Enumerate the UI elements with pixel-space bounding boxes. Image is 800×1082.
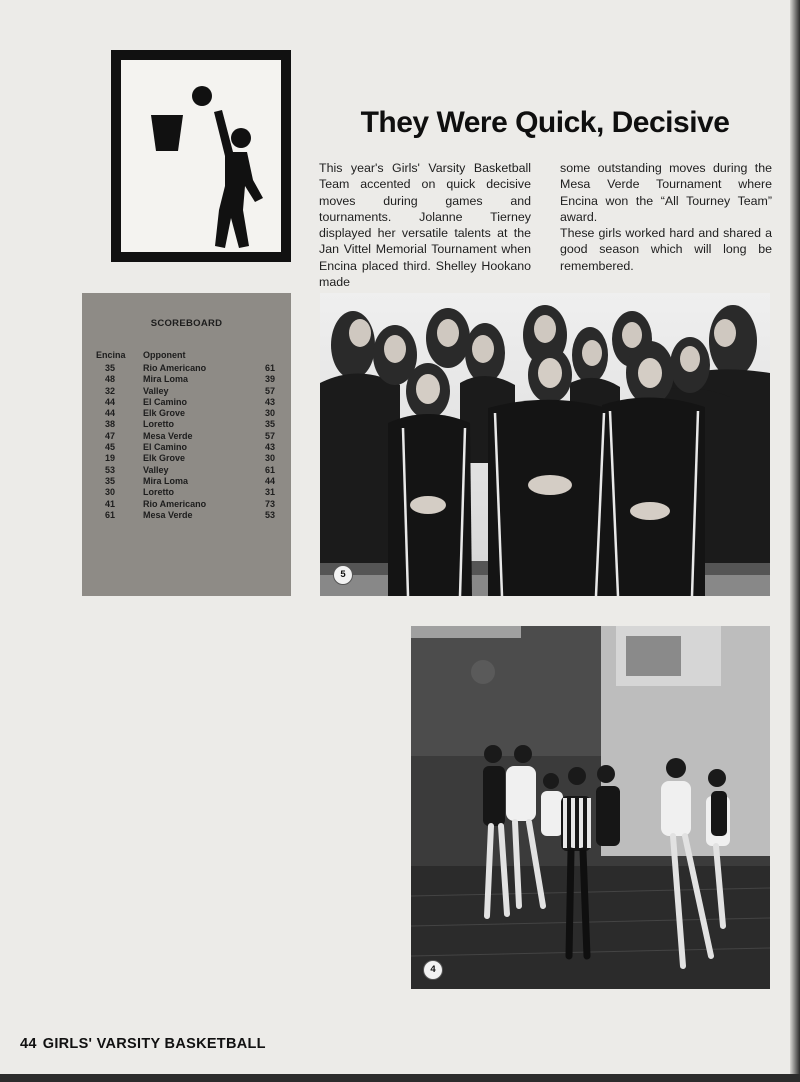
opponent-name: Mesa Verde [143,509,193,520]
scoreboard-row [82,487,291,498]
opponent-name: Elk Grove [143,453,186,464]
opponent-score: 30 [264,453,275,464]
opponent-name: Valley [143,385,169,396]
opponent-score: 39 [264,374,275,385]
scoreboard-row [82,431,291,442]
opponent-name: Mesa Verde [143,430,193,441]
encina-score: 30 [104,487,115,498]
scoreboard-rows [82,363,291,521]
encina-score: 61 [104,509,115,520]
scoreboard-row [82,465,291,476]
header-opponent: Opponent [143,350,186,360]
photo-number: 4 [423,960,443,980]
encina-score: 32 [104,385,115,396]
scoreboard-row [82,386,291,397]
encina-score: 44 [104,396,115,407]
opponent-name: El Camino [143,442,188,453]
encina-score: 44 [104,408,115,419]
opponent-score: 31 [264,487,275,498]
encina-score: 47 [104,430,115,441]
opponent-score: 44 [264,475,275,486]
encina-score: 35 [104,363,115,373]
opponent-name: Loretto [143,487,174,498]
encina-score: 35 [104,475,115,486]
scoreboard-row [82,408,291,419]
encina-score: 19 [104,453,115,464]
opponent-score: 35 [264,419,275,430]
opponent-name: Elk Grove [143,408,186,419]
opponent-name: Rio Americano [143,363,207,373]
opponent-name: Loretto [143,419,174,430]
opponent-name: Valley [143,464,169,475]
opponent-score: 57 [264,430,275,441]
scoreboard-title: SCOREBOARD [150,318,223,329]
opponent-name: Mira Loma [143,374,189,385]
article-column-1 [319,160,531,290]
article-paragraph: These girls worked hard and shared a good season which will long be remembered. [560,226,772,273]
opponent-score: 30 [264,408,275,419]
headline: They Were Quick, Decisive [360,106,730,139]
encina-score: 41 [104,498,115,509]
section-title: GIRLS' VARSITY BASKETBALL [42,1036,266,1052]
encina-score: 53 [104,464,115,475]
team-photo [320,293,770,596]
opponent-score: 61 [264,464,275,475]
encina-score: 48 [104,374,115,385]
game-photo [411,626,770,989]
page-bottom-edge [0,1074,800,1082]
page-number: 44 [20,1036,37,1052]
scoreboard-row [82,363,291,374]
article-paragraph: some outstanding moves during the Mesa Verde Tournament where Encina won the “All Tourney Team” award. [560,161,772,224]
scoreboard-row [82,499,291,510]
header-encina: Encina [96,350,126,360]
scoreboard-header [82,350,291,361]
scoreboard [82,293,291,596]
article-paragraph: This year's Girls' Varsity Basketball Team accented on quick decisive moves during games and tournaments. Jolanne Tierney displayed her versatile talents at the Jan Vittel Memorial Tournament when Encina placed third. Shelley Hookano made [319,161,531,290]
scoreboard-row [82,397,291,408]
encina-score: 38 [104,419,115,430]
scoreboard-row [82,442,291,453]
basketball-player-icon [121,60,281,252]
scoreboard-row [82,476,291,487]
scoreboard-row [82,419,291,430]
opponent-name: Rio Americano [143,498,207,509]
opponent-score: 43 [264,442,275,453]
scoreboard-row [82,510,291,521]
opponent-score: 61 [264,363,275,373]
encina-score: 45 [104,442,115,453]
opponent-score: 73 [264,498,275,509]
scoreboard-row [82,453,291,464]
opponent-score: 53 [264,509,275,520]
photo-number: 5 [333,565,353,585]
scoreboard-row [82,374,291,385]
page-folio [20,1036,266,1052]
opponent-name: Mira Loma [143,475,189,486]
article-column-2 [560,160,772,274]
opponent-score: 43 [264,396,275,407]
basketball-logo [111,50,291,262]
page-edge [790,0,800,1082]
opponent-score: 57 [264,385,275,396]
opponent-name: El Camino [143,396,188,407]
